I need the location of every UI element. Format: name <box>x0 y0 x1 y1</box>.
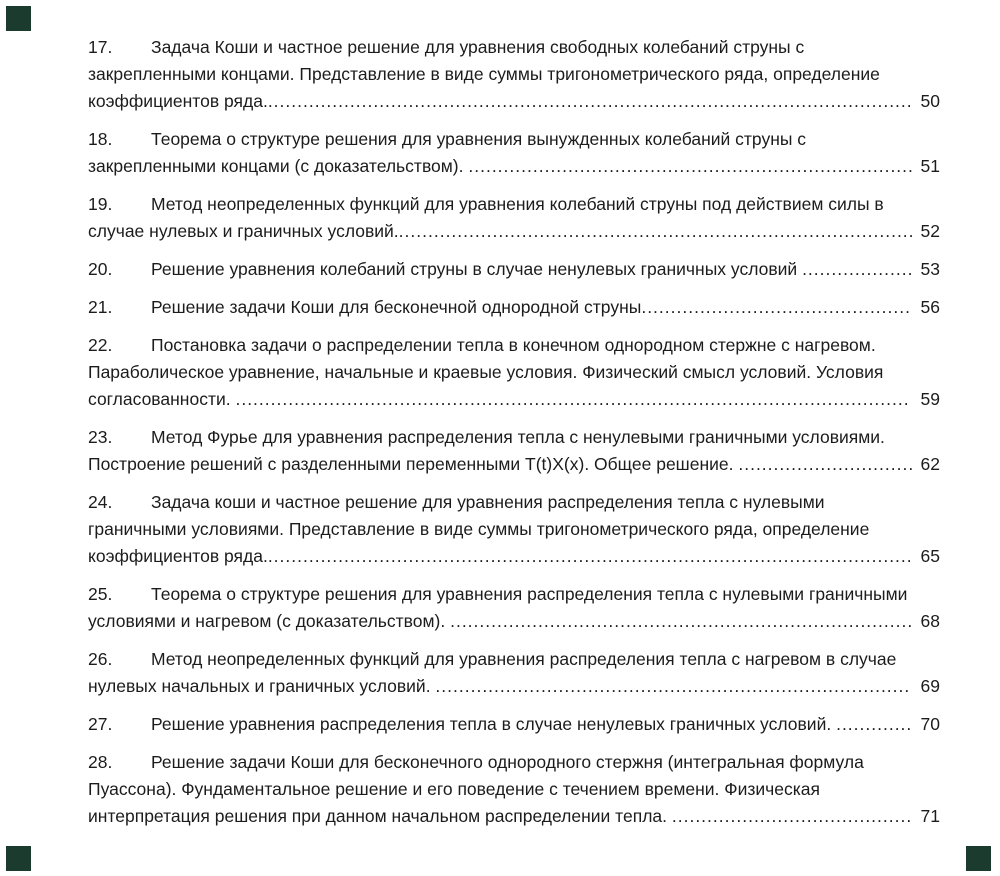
toc-entry-number: 20. <box>88 259 113 279</box>
toc-entry-number: 25. <box>88 584 113 604</box>
toc-entry <box>88 34 940 115</box>
toc-entry-number: 22. <box>88 335 113 355</box>
toc-entry-line: Теорема о структуре решения для уравнения распределения тепла с нулевыми граничными <box>151 584 908 604</box>
toc-entry-line: Постановка задачи о распределении тепла в конечном однородном стержне с нагревом. <box>151 335 876 355</box>
toc-entry <box>88 256 940 283</box>
toc-entry-line: нулевых начальных и граничных условий. <box>88 676 436 696</box>
toc-entry <box>88 332 940 413</box>
toc-entry-line: Метод неопределенных функций для уравнения колебаний струны под действием силы в <box>151 194 884 214</box>
toc-entry-line: Решение задачи Коши для бесконечной однородной струны <box>151 297 642 317</box>
toc-entry-line: Теорема о структуре решения для уравнения вынужденных колебаний струны с <box>151 129 807 149</box>
toc-entry-line: Параболическое уравнение, начальные и краевые условия. Физический смысл условий. Условия <box>88 362 884 382</box>
toc-entry-page-number: 65 <box>920 546 940 566</box>
toc-entry-line: Решение уравнения распределения тепла в случае ненулевых граничных условий. <box>151 714 837 734</box>
leader-dots: ............................................................................ <box>468 156 914 176</box>
toc-entry-line: коэффициентов ряда. <box>88 546 268 566</box>
toc-entry-page-number: 62 <box>920 454 940 474</box>
toc-entry <box>88 424 940 478</box>
toc-entry-page-number: 59 <box>920 389 940 409</box>
toc-entry-line: Метод Фурье для уравнения распределения тепла с ненулевыми граничными условиями. <box>151 427 885 447</box>
toc-entry-line: закрепленными концами (с доказательством). <box>88 156 469 176</box>
toc-entry-number: 24. <box>88 492 113 512</box>
toc-entry-page-number: 70 <box>920 714 940 734</box>
toc-entry-page-number: 53 <box>920 259 940 279</box>
toc-entry <box>88 646 940 700</box>
leader-dots: ............................................................................... <box>450 611 914 631</box>
toc-entry-number: 26. <box>88 649 113 669</box>
toc-entry-page-number: 52 <box>920 221 940 241</box>
toc-entry-line: Пуассона). Фундаментальное решение и его поведение с течением времени. Физическая <box>88 779 820 799</box>
toc-entry-line: Решение задачи Коши для бесконечного однородного стержня (интегральная формула <box>151 752 864 772</box>
leader-dots: .............................................................................................................. <box>267 91 913 111</box>
leader-dots: .............................................................................................................. <box>267 546 913 566</box>
corner-marker-bottom-right <box>966 846 991 871</box>
toc-entry-line: Построение решений с разделенными переменными T(t)X(x). Общее решение. <box>88 454 739 474</box>
toc-entry-line: согласованности. <box>88 389 236 409</box>
toc-entry <box>88 489 940 570</box>
toc-entry-line: граничными условиями. Представление в виде суммы тригонометрического ряда, определение <box>88 519 870 539</box>
toc-entry-text <box>151 714 836 734</box>
leader-dots: ................... <box>802 259 914 279</box>
leader-dots: ................................................................................. <box>435 676 911 696</box>
toc-entry <box>88 191 940 245</box>
toc-entry-number: 23. <box>88 427 113 447</box>
toc-entry-line: Задача Коши и частное решение для уравнения свободных колебаний струны с <box>151 37 805 57</box>
toc-entry-number: 19. <box>88 194 113 214</box>
leader-dots: ................................................................................................................... <box>235 389 910 409</box>
toc-entry-line: Метод неопределенных функций для уравнения распределения тепла с нагревом в случае <box>151 649 897 669</box>
toc-entry-page-number: 51 <box>920 156 940 176</box>
leader-dots: .............................. <box>738 454 915 474</box>
toc-entry-line: закрепленными концами. Представление в виде суммы тригонометрического ряда, определение <box>88 64 880 84</box>
leader-dots: ............. <box>836 714 913 734</box>
toc-entry <box>88 749 940 830</box>
toc-entry-line: условиями и нагревом (с доказательством). <box>88 611 451 631</box>
toc-entry-number: 28. <box>88 752 113 772</box>
toc-entry-page-number: 50 <box>920 91 940 111</box>
toc-entry-line: Задача коши и частное решение для уравнения распределения тепла с нулевыми <box>151 492 825 512</box>
toc-entry-number: 18. <box>88 129 113 149</box>
toc-entry <box>88 126 940 180</box>
toc-entry-text <box>151 297 641 317</box>
leader-dots: ......................................... <box>671 806 913 826</box>
toc-entry-page-number: 71 <box>920 806 940 826</box>
toc-entry <box>88 581 940 635</box>
toc-entry-number: 27. <box>88 714 113 734</box>
toc-entry-page-number: 69 <box>920 676 940 696</box>
toc-entry-line: случае нулевых и граничных условий. <box>88 221 399 241</box>
toc-entry-line: Решение уравнения колебаний струны в случае ненулевых граничных условий <box>151 259 803 279</box>
toc <box>88 34 940 841</box>
toc-entry-line: интерпретация решения при данном начальном распределении тепла. <box>88 806 672 826</box>
leader-dots: .............................................. <box>641 297 911 317</box>
toc-entry-page-number: 68 <box>920 611 940 631</box>
toc-entry-text <box>151 259 802 279</box>
toc-entry-page-number: 56 <box>920 297 940 317</box>
corner-marker-top-left <box>6 6 31 31</box>
corner-marker-bottom-left <box>6 846 31 871</box>
leader-dots: ........................................................................................ <box>398 221 915 241</box>
toc-entry-number: 17. <box>88 37 113 57</box>
toc-entry <box>88 711 940 738</box>
toc-entry-number: 21. <box>88 297 113 317</box>
toc-entry-line: коэффициентов ряда. <box>88 91 268 111</box>
toc-entry <box>88 294 940 321</box>
